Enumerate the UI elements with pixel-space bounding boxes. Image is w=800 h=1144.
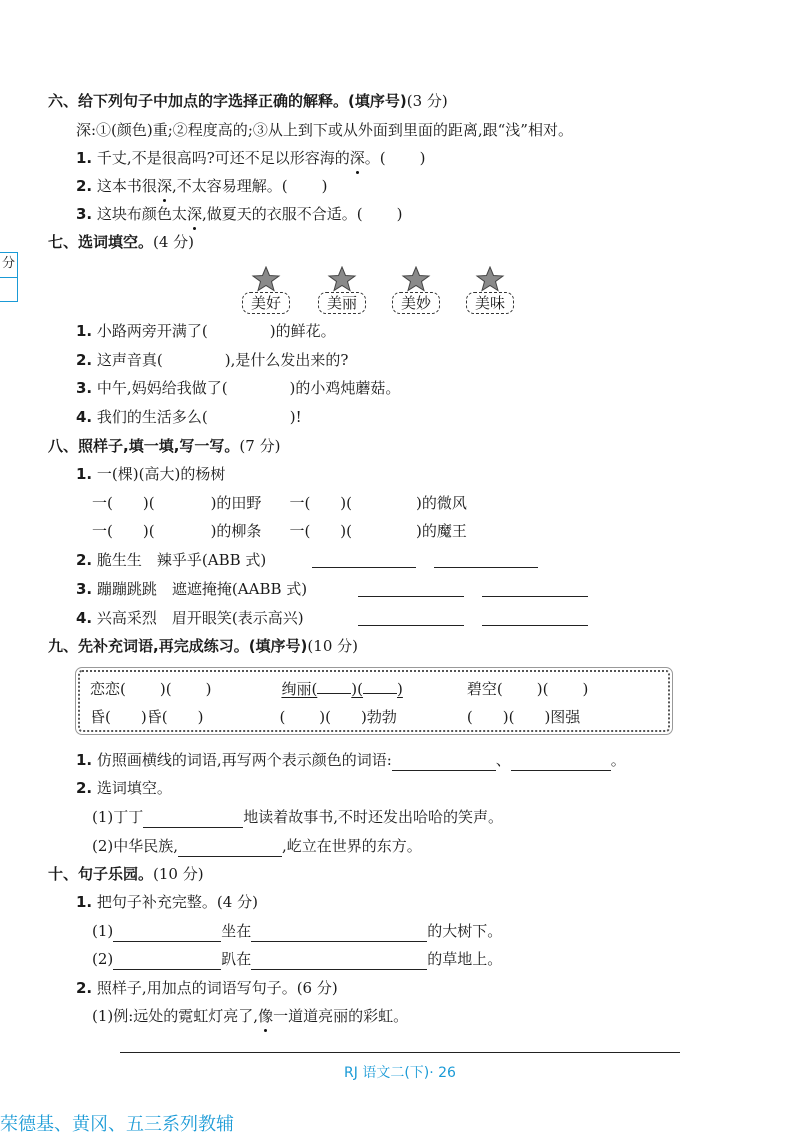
question-text: 。( [364,149,386,167]
question-number: 1. [76,751,93,769]
word-option-2 [306,266,378,314]
score-side-divider [0,277,18,278]
section-9-heading [48,635,358,657]
starfish-icon [327,266,357,292]
question-text: ),是什么发出来的? [224,351,349,369]
question-text: ,不太容易理解。( [171,177,288,195]
question-text: 坐在 [221,922,252,940]
question-6-3 [76,203,402,225]
row-text: )的魔王 [416,522,467,540]
dotted-char: 像 [258,1007,274,1025]
question-text: 。 [610,751,626,769]
box-text: )( [502,708,515,726]
word-option-label: 美丽 [318,292,366,314]
answer-line[interactable] [511,753,611,771]
question-text: 的草地上。 [427,950,503,968]
question-text: 我们的生活多么( [96,408,208,426]
question-10-1-2 [92,948,502,970]
question-number: 4. [76,408,93,426]
question-text: 脆生生 辣乎乎(ABB 式) [96,551,267,569]
word-option-label: 美好 [242,292,290,314]
question-number: 1. [76,893,93,911]
question-8-2 [76,549,266,571]
question-8-1 [76,463,225,485]
score-side-label: 分 [2,256,16,271]
answer-line[interactable] [434,550,538,568]
page-number: RJ 语文二(下)· 26 [344,1065,456,1081]
score-side-box [0,252,18,302]
question-9-2-1 [92,806,503,828]
box-text: ) [582,680,589,698]
question-text: 照样子,用加点的词语写句子。(6 分) [96,979,338,997]
box-text: )昏( [140,708,168,726]
word-option-4 [454,266,526,314]
row-text: )的田野 [210,494,262,512]
question-text: (2)中华民族, [92,837,179,855]
question-text: 、 [495,751,511,769]
row-text: 一( [92,522,113,540]
question-text: 蹦蹦跳跳 遮遮掩掩(AABB 式) [96,580,308,598]
question-7-2 [76,349,348,371]
question-number: 1. [76,465,93,483]
question-text: (1)例:远处的霓虹灯亮了, [92,1007,259,1025]
box-text: )勃勃 [361,708,397,726]
row-text: 一( [289,494,311,512]
question-number: 2. [76,551,93,569]
section-7-score: (4 分) [153,233,195,251]
answer-line[interactable] [113,924,221,942]
question-9-2-2 [92,835,422,857]
row-text: )( [340,522,353,540]
answer-line[interactable] [482,579,588,597]
question-text: 这声音真( [96,351,163,369]
box-text: ( [466,708,473,726]
example-row-2 [92,520,467,542]
box-text: ) [205,680,212,698]
question-10-2-example [92,1005,408,1027]
question-number: 1. [76,149,93,167]
box-text: 恋恋( [90,680,126,698]
question-7-3 [76,377,400,399]
question-text: (1)丁丁 [92,808,144,826]
question-7-1 [76,320,336,342]
question-number: 2. [76,177,93,195]
word-box-row-1 [90,678,588,700]
dotted-char: 深 [186,205,202,223]
box-text: 碧空( [466,680,503,698]
question-text: 这块布颜色太 [96,205,187,223]
starfish-icon [401,266,431,292]
section-6-heading [48,90,448,112]
starfish-icon [475,266,505,292]
question-number: 2. [76,979,93,997]
question-text: 兴高采烈 眉开眼笑(表示高兴) [96,609,304,627]
answer-line[interactable] [358,608,464,626]
box-text: )图强 [544,708,581,726]
answer-line[interactable] [312,550,416,568]
question-10-1 [76,891,258,913]
box-text: )( [159,680,172,698]
answer-line[interactable] [358,579,464,597]
question-text: 一(棵)(高大)的杨树 [96,465,226,483]
row-text: )( [142,494,155,512]
section-10-title: 十、句子乐园。 [48,865,154,883]
box-text: ) [197,708,204,726]
box-text: ) [397,680,403,698]
question-text: )! [289,408,302,426]
answer-line[interactable] [251,924,427,942]
question-text: (2) [92,950,114,968]
section-8-heading [48,435,280,457]
answer-line[interactable] [392,753,496,771]
row-text: )( [340,494,353,512]
brand-line: 荣德基、黄冈、五三系列教辅 [0,1114,234,1135]
question-text: 一道道亮丽的彩虹。 [273,1007,409,1025]
box-text: )( [351,680,364,698]
question-9-2 [76,777,172,799]
question-text: 这本书很 [96,177,157,195]
question-text: 的大树下。 [427,922,503,940]
question-text: 千丈,不是很高吗?可还不足以形容海的 [96,149,350,167]
question-text: (1) [92,922,114,940]
question-6-1 [76,147,425,169]
word-box-row-2 [90,706,580,728]
section-9-score: (10 分) [307,637,358,655]
question-number: 3. [76,205,93,223]
question-text: 仿照画横线的词语,再写两个表示颜色的词语: [96,751,392,769]
question-number: 1. [76,322,93,340]
section-9-title: 九、先补充词语,再完成练习。(填序号) [48,637,308,655]
box-text: )( [536,680,549,698]
box-text: )( [319,708,332,726]
question-number: 4. [76,609,93,627]
row-text: )的微风 [416,494,467,512]
word-option-label: 美味 [466,292,514,314]
question-text: ,做夏天的衣服不合适。( [201,205,363,223]
section-8-score: (7 分) [239,437,281,455]
question-text: )的鲜花。 [269,322,336,340]
answer-line[interactable] [113,952,221,970]
question-8-3 [76,578,307,600]
question-7-4 [76,406,302,428]
answer-line[interactable] [251,952,427,970]
section-7-heading [48,231,194,253]
row-text: )( [142,522,155,540]
question-text: 趴在 [221,950,252,968]
dotted-char: 深 [156,177,172,195]
section-8-title: 八、照样子,填一填,写一写。 [48,437,240,455]
question-number: 3. [76,379,93,397]
question-text: 把句子补充完整。(4 分) [96,893,258,911]
question-text: )的小鸡炖蘑菇。 [289,379,401,397]
question-10-1-1 [92,920,502,942]
question-8-4 [76,607,304,629]
definition-line: 深:①(颜色)重;②程度高的;③从上到下或从外面到里面的距离,跟“浅”相对。 [76,121,573,139]
section-6-score: (3 分) [406,92,448,110]
question-number: 2. [76,779,93,797]
question-text: ) [396,205,403,223]
question-text: 中午,妈妈给我做了( [96,379,228,397]
answer-line[interactable] [482,608,588,626]
question-text: 小路两旁开满了( [96,322,208,340]
section-10-heading [48,863,204,885]
box-text: ( [279,708,286,726]
section-10-score: (10 分) [153,865,204,883]
answer-blank[interactable] [317,693,351,694]
box-text: 昏( [90,708,111,726]
box-text: 绚丽( [281,680,318,698]
starfish-icon [251,266,281,292]
row-text: 一( [92,494,113,512]
question-9-1 [76,749,626,771]
question-10-2 [76,977,338,999]
section-7-title: 七、选词填空。 [48,233,154,251]
section-6-title: 六、给下列句子中加点的字选择正确的解释。(填序号) [48,92,407,110]
question-text: ) [419,149,426,167]
answer-line[interactable] [143,810,243,828]
row-text: )的柳条 [210,522,262,540]
dotted-char: 深 [349,149,365,167]
question-number: 2. [76,351,93,369]
question-6-2 [76,175,327,197]
question-number: 3. [76,580,93,598]
answer-blank[interactable] [363,693,397,694]
word-option-3 [380,266,452,314]
row-text: 一( [289,522,311,540]
question-text: ,屹立在世界的东方。 [282,837,422,855]
example-row-1 [92,492,467,514]
question-text: 地读着故事书,不时还发出哈哈的笑声。 [243,808,504,826]
footer-rule [120,1052,680,1053]
word-option-1 [230,266,302,314]
answer-line[interactable] [178,839,282,857]
question-text: ) [321,177,328,195]
word-option-label: 美妙 [392,292,440,314]
question-text: 选词填空。 [96,779,172,797]
